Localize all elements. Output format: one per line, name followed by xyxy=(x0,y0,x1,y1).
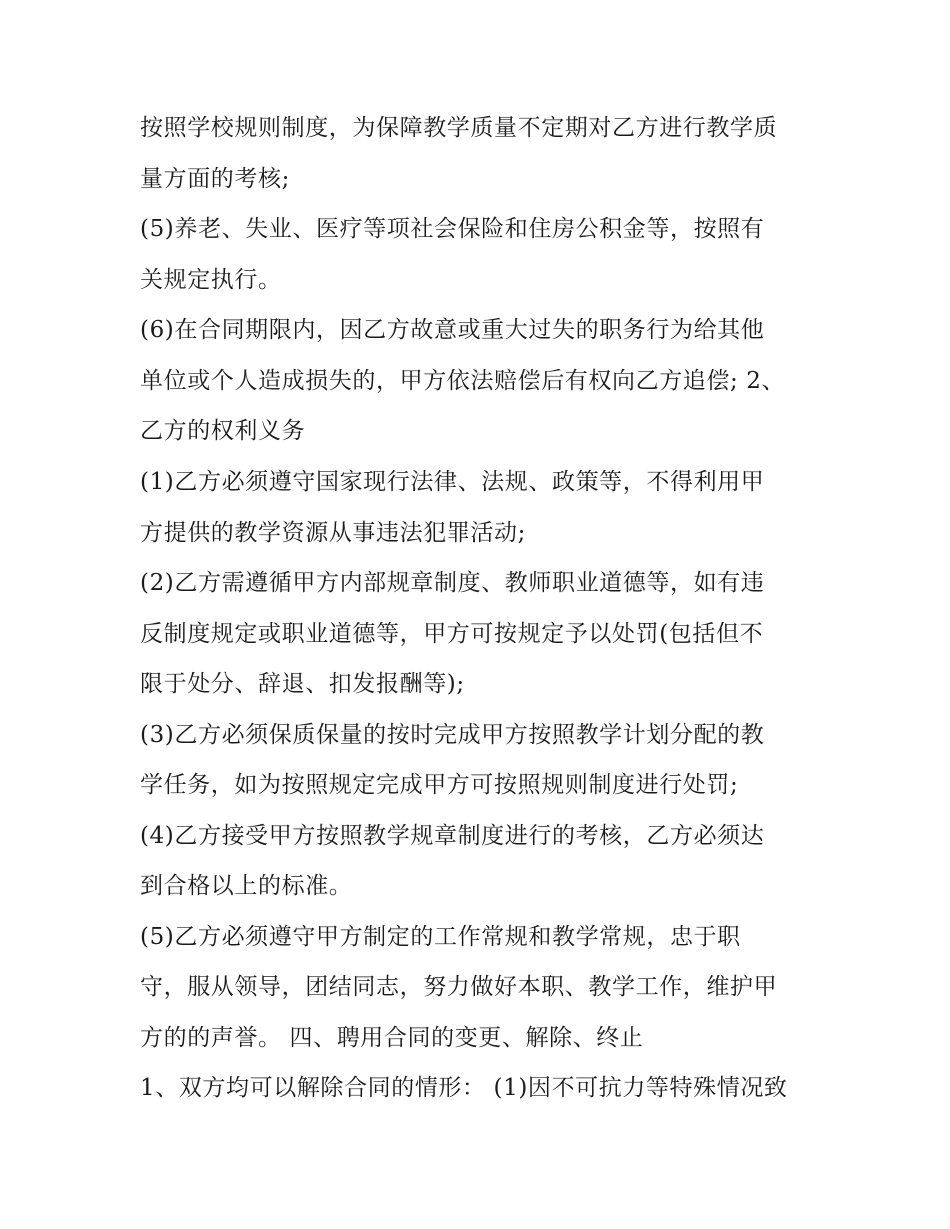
text-line: (2)乙方需遵循甲方内部规章制度、教师职业道德等，如有违 xyxy=(140,570,765,596)
text-line: 按照学校规则制度，为保障教学质量不定期对乙方进行教学质 xyxy=(140,115,778,141)
text-line: (5)养老、失业、医疗等项社会保险和住房公积金等，按照有 xyxy=(140,216,765,242)
text-line: (6)在合同期限内，因乙方故意或重大过失的职务行为给其他 xyxy=(140,317,765,343)
text-line: 乙方的权利义务 xyxy=(140,418,306,444)
text-line: 反制度规定或职业道德等，甲方可按规定予以处罚(包括但不 xyxy=(140,621,764,647)
text-line: 1、双方均可以解除合同的情形： (1)因不可抗力等特殊情况致 xyxy=(140,1075,788,1101)
text-line: 量方面的考核; xyxy=(140,166,290,192)
text-line: 方的的声誉。 四、聘用合同的变更、解除、终止 xyxy=(140,1025,644,1051)
text-line: 单位或个人造成损失的，甲方依法赔偿后有权向乙方追偿; 2、 xyxy=(140,368,786,394)
text-line: (4)乙方接受甲方按照教学规章制度进行的考核，乙方必须达 xyxy=(140,823,765,849)
text-line: (1)乙方必须遵守国家现行法律、法规、政策等，不得利用甲 xyxy=(140,469,765,495)
text-line: (5)乙方必须遵守甲方制定的工作常规和教学常规，忠于职 xyxy=(140,924,741,950)
text-line: 守，服从领导，团结同志，努力做好本职、教学工作，维护甲 xyxy=(140,974,778,1000)
text-line: 到合格以上的标准。 xyxy=(140,873,353,899)
text-line: 限于处分、辞退、扣发报酬等); xyxy=(140,671,465,697)
text-line: (3)乙方必须保质保量的按时完成甲方按照教学计划分配的教 xyxy=(140,722,765,748)
text-line: 学任务，如为按照规定完成甲方可按照规则制度进行处罚; xyxy=(140,772,739,798)
text-line: 方提供的教学资源从事违法犯罪活动; xyxy=(140,520,526,546)
text-line: 关规定执行。 xyxy=(140,267,282,293)
